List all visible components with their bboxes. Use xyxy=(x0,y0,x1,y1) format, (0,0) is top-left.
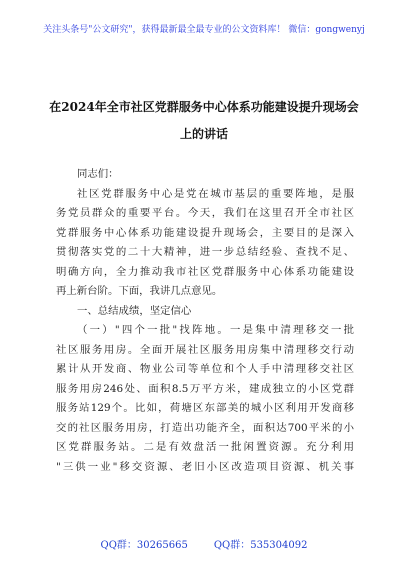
body-line: 党群服务中心体系功能建设提升现场会，主要目的是深入 xyxy=(56,226,354,239)
document-title-line-2: 上的讲话 xyxy=(179,127,228,141)
document-title-line-1: 在2024年全市社区党群服务中心体系功能建设提升现场会 xyxy=(49,100,359,114)
header-promo-note: 关注头条号"公文研究"，获得最新最全最专业的公文资料库！ 微信：gongwenyj xyxy=(43,25,365,35)
footer-qq-group-1: QQ群：30265665 xyxy=(100,540,188,551)
body-line: 服务用房246处、面积8.5万平方米，建成独立的小区党群 xyxy=(56,382,354,395)
body-line: 明确方向，全力推动我市社区党群服务中心体系功能建设 xyxy=(56,265,354,278)
body-line: （一）"四个一批"找阵地。一是集中清理移交一批 xyxy=(77,324,354,336)
body-line: 再上新台阶。下面，我讲几点意见。 xyxy=(56,285,223,297)
salutation: 同志们： xyxy=(77,168,119,180)
body-line: 区党群服务站。二是有效盘活一批闲置资源。充分利用 xyxy=(56,441,354,453)
footer-qq-groups xyxy=(0,536,408,551)
body-line: 服务站129个。比如，荷塘区东部美的城小区利用开发商移 xyxy=(56,402,354,414)
document-body xyxy=(56,165,354,477)
body-line: 务党员群众的重要平台。今天，我们在这里召开全市社区 xyxy=(56,207,354,219)
body-line: 累计从开发商、物业公司等单位和个人手中清理移交社区 xyxy=(56,363,354,375)
section-heading: 一、总结成绩，坚定信心 xyxy=(77,304,192,317)
body-line: 社区党群服务中心是党在城市基层的重要阵地，是服 xyxy=(77,187,354,200)
body-line: 社区服务用房。全面开展社区服务用房集中清理移交行动 xyxy=(56,343,354,356)
body-line: "三供一业"移交资源、老旧小区改造项目资源、机关事 xyxy=(56,460,354,473)
footer-qq-group-2: QQ群：535304092 xyxy=(213,540,308,551)
body-line: 交的社区服务用房，打造出功能齐全，面积达700平米的小 xyxy=(56,421,354,434)
body-line: 贯彻落实党的二十大精神，进一步总结经验、查找不足、 xyxy=(56,246,354,258)
